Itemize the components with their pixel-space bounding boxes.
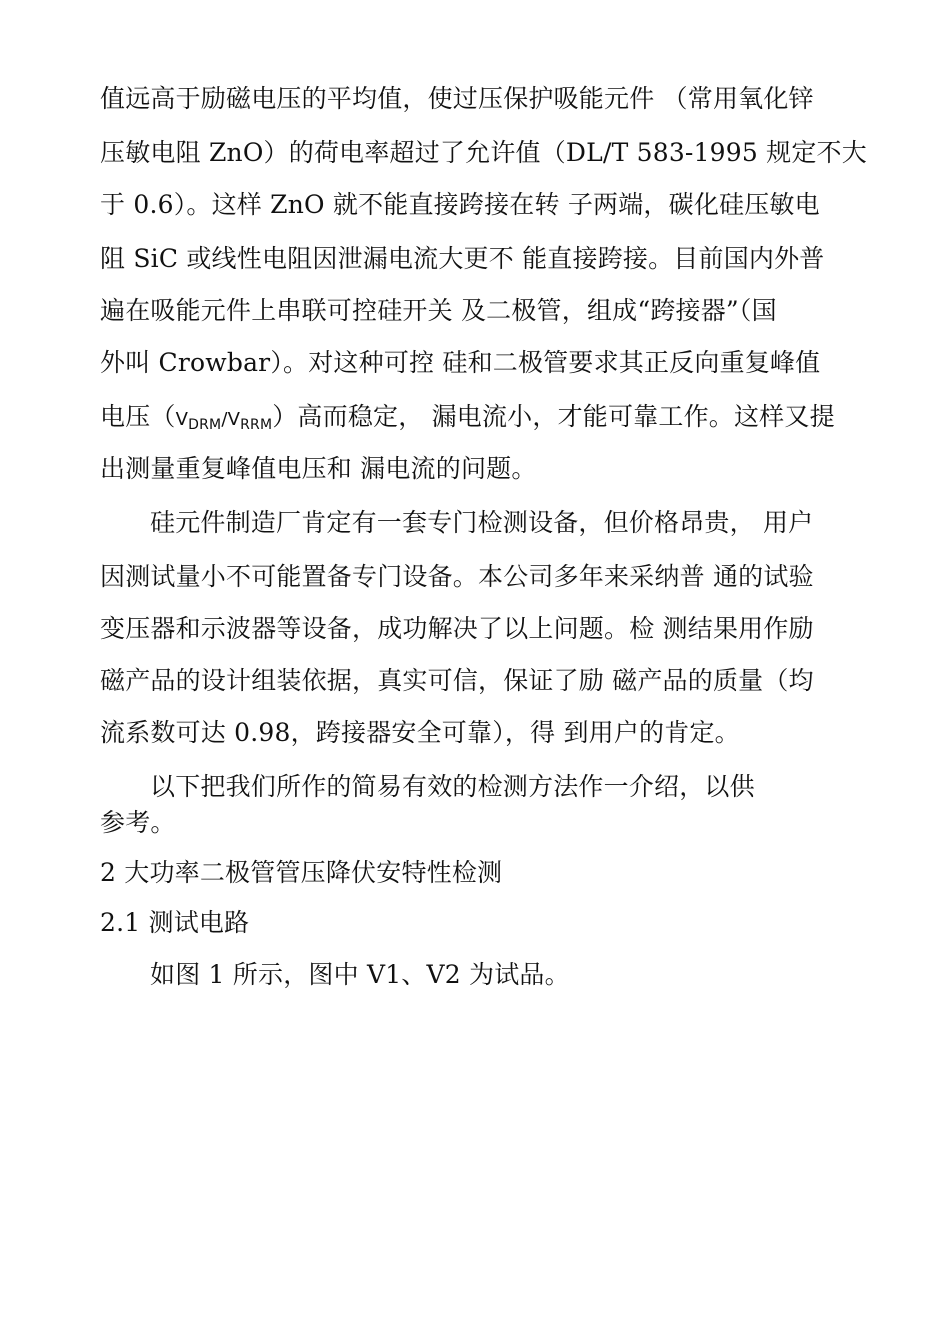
paragraph-2-line-2: 因测试量小不可能置备专门设备。本公司多年来采纳普 通的试验 [100, 562, 814, 591]
voltage-line-prefix: 电压（ [100, 402, 176, 431]
paragraph-2-line-4: 磁产品的设计组装依据，真实可信，保证了励 磁产品的质量（均 [100, 666, 814, 695]
paragraph-1-line-6: 外叫 Crowbar）。对这种可控 硅和二极管要求其正反向重复峰值 [100, 348, 821, 377]
subsection-heading: 2.1 测试电路 [100, 908, 250, 937]
section-heading: 2 大功率二极管管压降伏安特性检测 [100, 858, 503, 887]
paragraph-1-line-1: 值远高于励磁电压的平均值，使过压保护吸能元件 （常用氧化锌 [100, 84, 814, 113]
vrrm-symbol: V [227, 409, 241, 430]
paragraph-1-line-5: 遍在吸能元件上串联可控硅开关 及二极管，组成“跨接器”（国 [100, 296, 777, 325]
paragraph-3-line-2: 参考。 [100, 808, 176, 837]
vrrm-subscript: RRM [240, 417, 273, 433]
vdrm-subscript: DRM [188, 417, 222, 433]
paragraph-2-line-1: 硅元件制造厂肯定有一套专门检测设备，但价格昂贵， 用户 [150, 508, 814, 537]
paragraph-1-line-7 [100, 400, 860, 442]
paragraph-2-line-3: 变压器和示波器等设备，成功解决了以上问题。检 测结果用作励 [100, 614, 814, 643]
paragraph-1-line-8: 出测量重复峰值电压和 漏电流的问题。 [100, 454, 537, 483]
paragraph-1-line-3: 于 0.6）。这样 ZnO 就不能直接跨接在转 子两端，碳化硅压敏电 [100, 190, 820, 219]
voltage-line-suffix: ）高而稳定， 漏电流小，才能可靠工作。这样又提 [272, 402, 835, 431]
paragraph-1-line-4: 阻 SiC 或线性电阻因泄漏电流大更不 能直接跨接。目前国内外普 [100, 244, 825, 273]
paragraph-1-line-2: 压敏电阻 ZnO）的荷电率超过了允许值（DL/T 583-1995 规定不大 [100, 138, 867, 167]
paragraph-3-line-1: 以下把我们所作的简易有效的检测方法作一介绍，以供 [150, 772, 755, 801]
vdrm-symbol: V [175, 409, 189, 430]
paragraph-2-line-5: 流系数可达 0.98，跨接器安全可靠），得 到用户的肯定。 [100, 718, 740, 747]
figure-reference: 如图 1 所示，图中 V1、V2 为试品。 [150, 960, 570, 989]
voltage-slash: / [221, 409, 228, 430]
